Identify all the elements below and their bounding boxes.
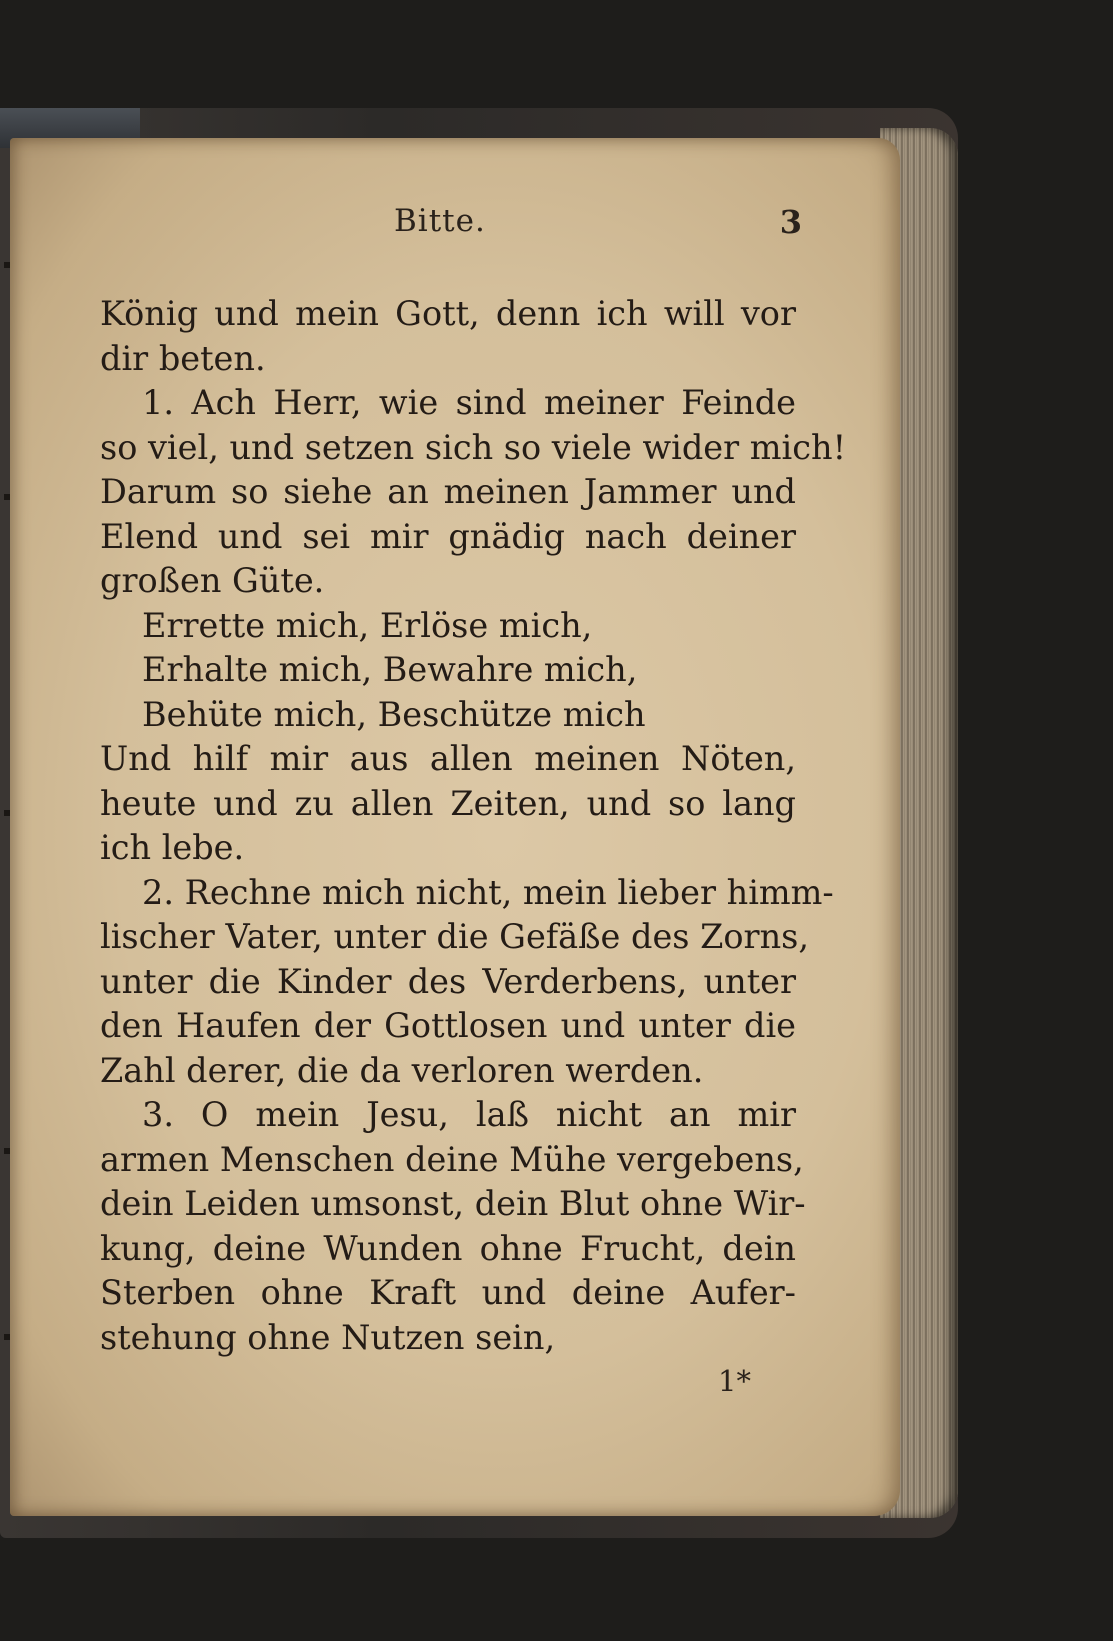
text-line: Darum so siehe an meinen Jammer und <box>100 472 796 511</box>
signature-mark: 1* <box>718 1364 751 1398</box>
text-line: so viel, und setzen sich so viele wider mich! <box>100 427 847 467</box>
text-line: Sterben ohne Kraft und deine Aufer- <box>100 1273 796 1312</box>
body-text <box>100 292 847 1360</box>
running-title: Bitte. <box>394 203 486 239</box>
text-line: ich lebe. <box>100 828 245 867</box>
text-line: großen Güte. <box>100 561 325 600</box>
text-line: dir beten. <box>100 338 266 378</box>
text-line: 3. O mein Jesu, laß nicht an mir <box>142 1095 796 1134</box>
text-line: Elend und sei mir gnädig nach deiner <box>100 516 796 556</box>
text-line: Zahl derer, die da verloren werden. <box>100 1050 704 1090</box>
text-line: 2. Rechne mich nicht, mein lieber himm- <box>142 872 834 912</box>
text-line: 1. Ach Herr, wie sind meiner Feinde <box>142 383 796 422</box>
text-line: König und mein Gott, denn ich will vor <box>100 294 796 333</box>
verse-line: Behüte mich, Beschütze mich <box>142 694 646 734</box>
text-line: Und hilf mir aus allen meinen Nöten, <box>100 739 796 778</box>
text-line: den Haufen der Gottlosen und unter die <box>100 1006 796 1045</box>
text-line: unter die Kinder des Verderbens, unter <box>100 961 796 1001</box>
verse-line: Errette mich, Erlöse mich, <box>142 605 593 645</box>
page-number: 3 <box>779 203 802 241</box>
text-line: lischer Vater, unter die Gefäße des Zorns, <box>100 917 809 956</box>
text-line: stehung ohne Nutzen sein, <box>100 1317 556 1357</box>
running-head <box>94 203 802 255</box>
verse-line: Erhalte mich, Bewahre mich, <box>142 650 638 689</box>
text-line: dein Leiden umsonst, dein Blut ohne Wir- <box>100 1184 806 1223</box>
text-line: armen Menschen deine Mühe vergebens, <box>100 1139 804 1179</box>
text-line: heute und zu allen Zeiten, und so lang <box>100 783 796 823</box>
text-line: kung, deine Wunden ohne Frucht, dein <box>100 1228 796 1268</box>
